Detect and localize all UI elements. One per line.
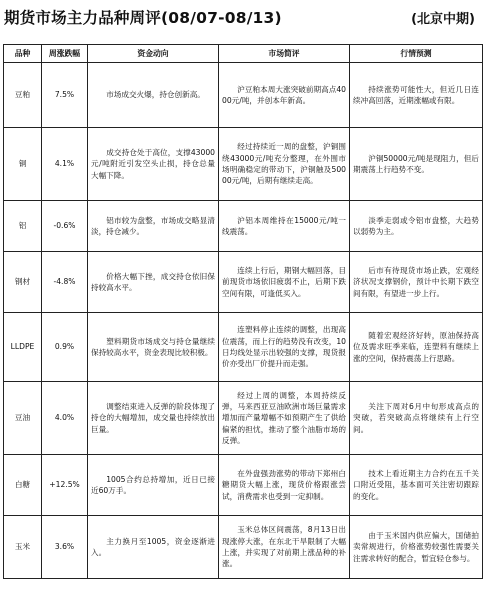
commentary-cell: 经过上周的调整，本周持续反弹，马来西亚豆油欧洲市场巨量需求增加而产量增幅不如预期产生了供给偏紧的担忧，推动了整个油脂市场的反弹。 — [219, 382, 350, 455]
weekly-change-cell: +12.5% — [42, 455, 88, 516]
page-title: 期货市场主力品种周评(08/07-08/13) — [4, 9, 282, 27]
table-row — [4, 128, 483, 201]
funds-cell: 价格大幅下挫，成交持仓依旧保持较高水平。 — [88, 252, 219, 313]
forecast-cell: 技术上看近期主力合约在五千关口附近受阻，基本面可关注密切跟踪的变化。 — [350, 455, 483, 516]
funds-cell: 市场成交火爆，持仓创新高。 — [88, 63, 219, 128]
weekly-change-cell: -4.8% — [42, 252, 88, 313]
table-row — [4, 63, 483, 128]
column-header-variety: 品种 — [4, 45, 42, 63]
column-header-funds: 资金动向 — [88, 45, 219, 63]
page-header — [0, 0, 485, 36]
column-header-change: 周涨跌幅 — [42, 45, 88, 63]
commentary-cell: 在外盘强劲涨势的带动下郑州白糖期货大幅上涨，现货价格跟涨尝试，消费需求也受到一定抑制。 — [219, 455, 350, 516]
forecast-cell: 淡季走弱或令铝市盘整，大趋势以弱势为主。 — [350, 201, 483, 252]
funds-cell: 1005合约总持增加，近日已接近60万手。 — [88, 455, 219, 516]
weekly-change-cell: 3.6% — [42, 516, 88, 579]
commentary-cell: 沪豆粕本周大涨突破前期高点4000元/吨，并创本年新高。 — [219, 63, 350, 128]
table-row — [4, 382, 483, 455]
variety-cell: 铜 — [4, 128, 42, 201]
table-row — [4, 455, 483, 516]
forecast-cell: 随着宏观经济好转，原油保持高位及需求旺季来临，连塑料有继续上涨的空间，保持震荡上行思路。 — [350, 313, 483, 382]
commentary-cell: 连续上行后，期钢大幅回落，目前现货市场依旧疲弱不止，后期下跌空间有限，可逢低买入。 — [219, 252, 350, 313]
weekly-change-cell: 7.5% — [42, 63, 88, 128]
table-row — [4, 252, 483, 313]
table-row — [4, 201, 483, 252]
weekly-change-cell: 4.0% — [42, 382, 88, 455]
forecast-cell: 持续涨势可能性大，但近几日连续冲高回落，近期涨幅或有限。 — [350, 63, 483, 128]
forecast-cell: 沪铜50000元/吨是现阻力，但后期震荡上行趋势不变。 — [350, 128, 483, 201]
forecast-cell: 后市有待现货市场止跌，宏观经济状况支撑钢价，预计中长期下跌空间有限，有望进一步上行。 — [350, 252, 483, 313]
commentary-cell: 连塑料停止连续的调整，出现高位震荡，而上行的趋势没有改变，10日均线处显示出较强的支撑，现货报价亦受出厂价提升而走强。 — [219, 313, 350, 382]
table-header-row — [4, 45, 483, 63]
weekly-review-table — [3, 44, 483, 579]
forecast-cell: 关注下周对6月中旬形成高点的突破，若突破高点将继续有上行空间。 — [350, 382, 483, 455]
forecast-cell: 由于玉米国内供应偏大，国储拍卖常规进行，价格涨势较强性需要关注需求转好的配合，暂宜轻仓参与。 — [350, 516, 483, 579]
commentary-cell: 经过持续近一周的盘整，沪铜围绕43000元/吨充分整理，在外围市场明确稳定的带动下，沪铜触及50000元/吨，后期有继续走高。 — [219, 128, 350, 201]
column-header-forecast: 行情预测 — [350, 45, 483, 63]
variety-cell: 豆油 — [4, 382, 42, 455]
column-header-commentary: 市场简评 — [219, 45, 350, 63]
table-row — [4, 516, 483, 579]
variety-cell: 铝 — [4, 201, 42, 252]
weekly-change-cell: -0.6% — [42, 201, 88, 252]
funds-cell: 铝市较为盘整，市场成交略显清淡，持仓减少。 — [88, 201, 219, 252]
variety-cell: 玉米 — [4, 516, 42, 579]
commentary-cell: 玉米总体区间震荡，8月13日出现涨停大涨，在东北干旱限制了大幅上涨，并实现了对前期上涨品种的补涨。 — [219, 516, 350, 579]
commentary-cell: 沪铝本周维持在15000元/吨一线震荡。 — [219, 201, 350, 252]
weekly-change-cell: 4.1% — [42, 128, 88, 201]
variety-cell: LLDPE — [4, 313, 42, 382]
source-label: (北京中期) — [411, 12, 475, 27]
funds-cell: 主力换月至1005，资金逐渐进入。 — [88, 516, 219, 579]
variety-cell: 白糖 — [4, 455, 42, 516]
funds-cell: 调整结束进入反弹的阶段体现了持仓的大幅增加，成交量也持续放出巨量。 — [88, 382, 219, 455]
funds-cell: 塑料期货市场成交与持仓量继续保持较高水平，资金表现比较积极。 — [88, 313, 219, 382]
variety-cell: 豆粕 — [4, 63, 42, 128]
variety-cell: 钢材 — [4, 252, 42, 313]
funds-cell: 成交持仓处于高位，支撑43000元/吨附近引发空头止损，持仓总量大幅下降。 — [88, 128, 219, 201]
weekly-change-cell: 0.9% — [42, 313, 88, 382]
table-row — [4, 313, 483, 382]
